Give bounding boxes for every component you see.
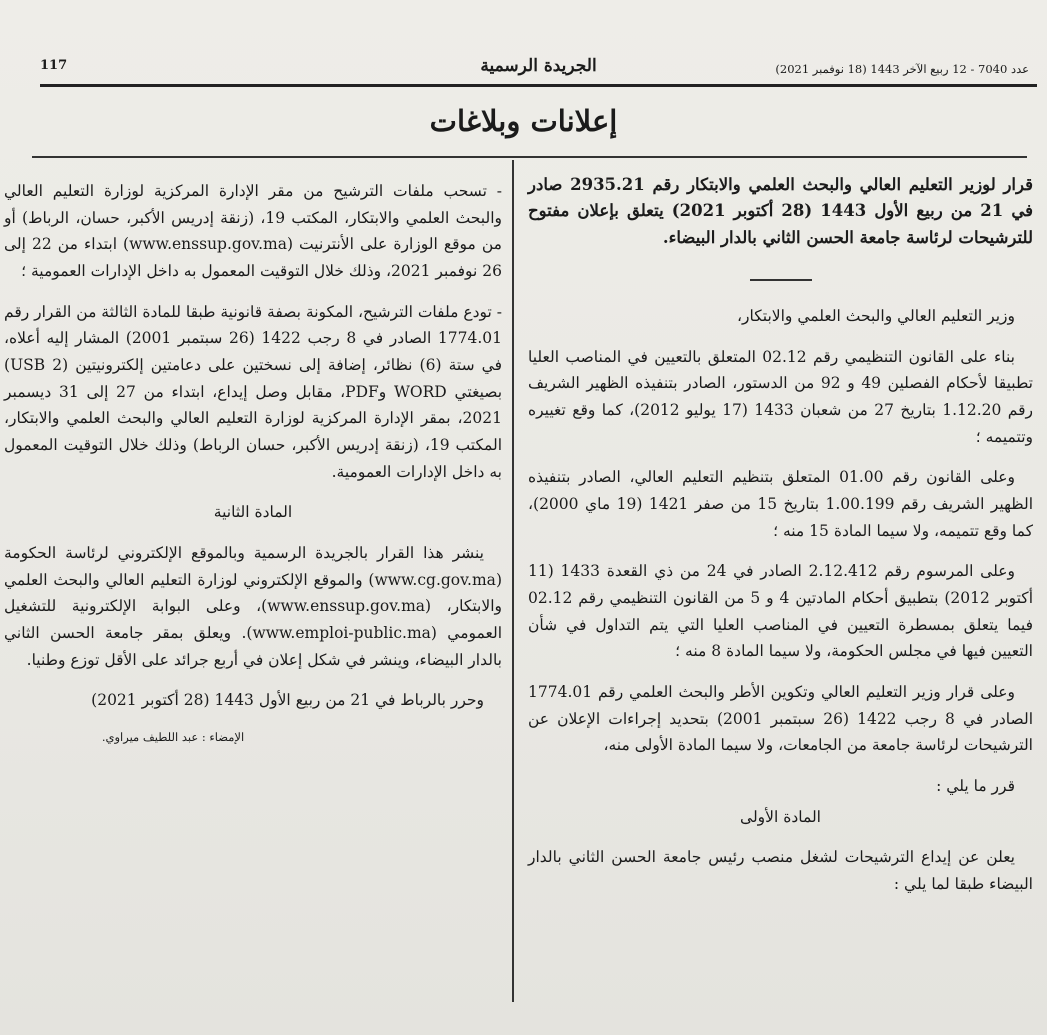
article-1-heading: المادة الأولى bbox=[740, 807, 821, 826]
recital-3: وعلى المرسوم رقم 2.12.412 الصادر في 24 من ذي القعدة 1433 (11 أكتوبر 2012) بتطبيق أحكام المادتين 4 و 5 من القانون التنظيمي رقم 02.12 فيما يتعلق بمسطرة التعيين في المناصب العليا التي يتم التداول في شأن التعيين فيها في مجلس الحكومة، ولا سيما المادة 8 منه ؛ bbox=[528, 562, 1033, 661]
signature: الإمضاء : عبد اللطيف ميراوي. bbox=[101, 729, 245, 744]
column-divider bbox=[512, 160, 514, 1002]
left-column bbox=[4, 178, 502, 762]
section-title: إعلانات وبلاغات bbox=[429, 104, 618, 138]
short-divider bbox=[750, 279, 812, 281]
article-2-heading: المادة الثانية bbox=[213, 503, 293, 522]
gazette-name: الجريدة الرسمية bbox=[480, 56, 597, 76]
minister-line: وزير التعليم العالي والبحث العلمي والابتكار، bbox=[737, 307, 1015, 326]
issue-line: عدد 7040 - 12 ربيع الآخر 1443 (18 نوفمبر 2021) bbox=[775, 62, 1029, 76]
recital-2: وعلى القانون رقم 01.00 المتعلق بتنظيم التعليم العالي، الصادر بتنفيذه الظهير الشريف رقم 1.00.199 بتاريخ 15 من صفر 1421 (19 ماي 2000)، كما وقع تتميمه، ولا سيما المادة 15 منه ؛ bbox=[528, 468, 1033, 540]
recital-4: وعلى قرار وزير التعليم العالي وتكوين الأطر والبحث العلمي رقم 1774.01 الصادر في 8 رجب 1422 (26 سبتمبر 2001) بتحديد إجراءات الإعلان عن الترشيحات لرئاسة جامعة من الجامعات، ولا سيما المادة الأولى منه، bbox=[528, 683, 1034, 755]
decision-title: قرار لوزير التعليم العالي والبحث العلمي والابتكار رقم 2935.21 صادر في 21 من ربيع الأول 1443 (28 أكتوبر 2021) يتعلق بإعلان مفتوح للترشيحات لرئاسة جامعة الحسن الثاني بالدار البيضاء. bbox=[528, 175, 1034, 247]
running-head bbox=[40, 56, 1037, 84]
article-1-text: يعلن عن إيداع الترشيحات لشغل منصب رئيس جامعة الحسن الثاني بالدار البيضاء طبقا لما يلي : bbox=[528, 848, 1033, 893]
right-column bbox=[528, 172, 1033, 912]
article-2-text: ينشر هذا القرار بالجريدة الرسمية وبالموقع الإلكتروني لرئاسة الحكومة (www.cg.gov.ma) والموقع الإلكتروني لوزارة التعليم العالي والبحث العلمي والابتكار، (www.enssup.gov.ma)، وعلى البوابة الإلكترونية للتشغيل العمومي (www.emploi-public.ma). ويعلق بمقر جامعة الحسن الثاني بالدار البيضاء، وينشر في شكل إعلان في أربع جرائد على الأقل توزع وطنيا. bbox=[4, 543, 502, 669]
decides-line: قرر ما يلي : bbox=[936, 777, 1015, 796]
section-rule bbox=[32, 156, 1027, 158]
recital-1: بناء على القانون التنظيمي رقم 02.12 المتعلق بالتعيين في المناصب العليا تطبيقا لأحكام الفصلين 49 و 92 من الدستور، الصادر بتنفيذه الظهير الشريف رقم 1.12.20 بتاريخ 27 من شعبان 1433 (17 يوليو 2012)، كما وقع تغييره وتتميمه ؛ bbox=[528, 347, 1033, 446]
bullet-2: - تودع ملفات الترشيح، المكونة بصفة قانونية طبقا للمادة الثالثة من القرار رقم 1774.01 الصادر في 8 رجب 1422 (26 سبتمبر 2001) المشار إليه أعلاه، في ستة (6) نظائر، إضافة إلى نسختين على دعامتين إلكترونيتين (2 USB) بصيغتي WORD وPDF، مقابل وصل إيداع، ابتداء من 27 إلى 31 ديسمبر 2021، بمقر الإدارة المركزية لوزارة التعليم العالي والبحث العلمي والابتكار، المكتب 19، (زنقة إدريس الأكبر، حسان الرباط) وذلك خلال التوقيت المعمول به داخل الإدارات العمومية. bbox=[4, 302, 503, 481]
page-number: 117 bbox=[40, 58, 68, 73]
bullet-1: - تسحب ملفات الترشيح من مقر الإدارة المركزية لوزارة التعليم العالي والبحث العلمي والابتكار، المكتب 19، (زنقة إدريس الأكبر، حسان، الرباط) أو من موقع الوزارة على الأنترنيت (www.enssup.gov.ma) ابتداء من 22 إلى 26 نوفمبر 2021، وذلك خلال التوقيت المعمول به داخل الإدارات العمومية ؛ bbox=[4, 182, 502, 280]
done-at-line: وحرر بالرباط في 21 من ربيع الأول 1443 (28 أكتوبر 2021) bbox=[91, 691, 484, 710]
header-rule bbox=[40, 84, 1037, 87]
